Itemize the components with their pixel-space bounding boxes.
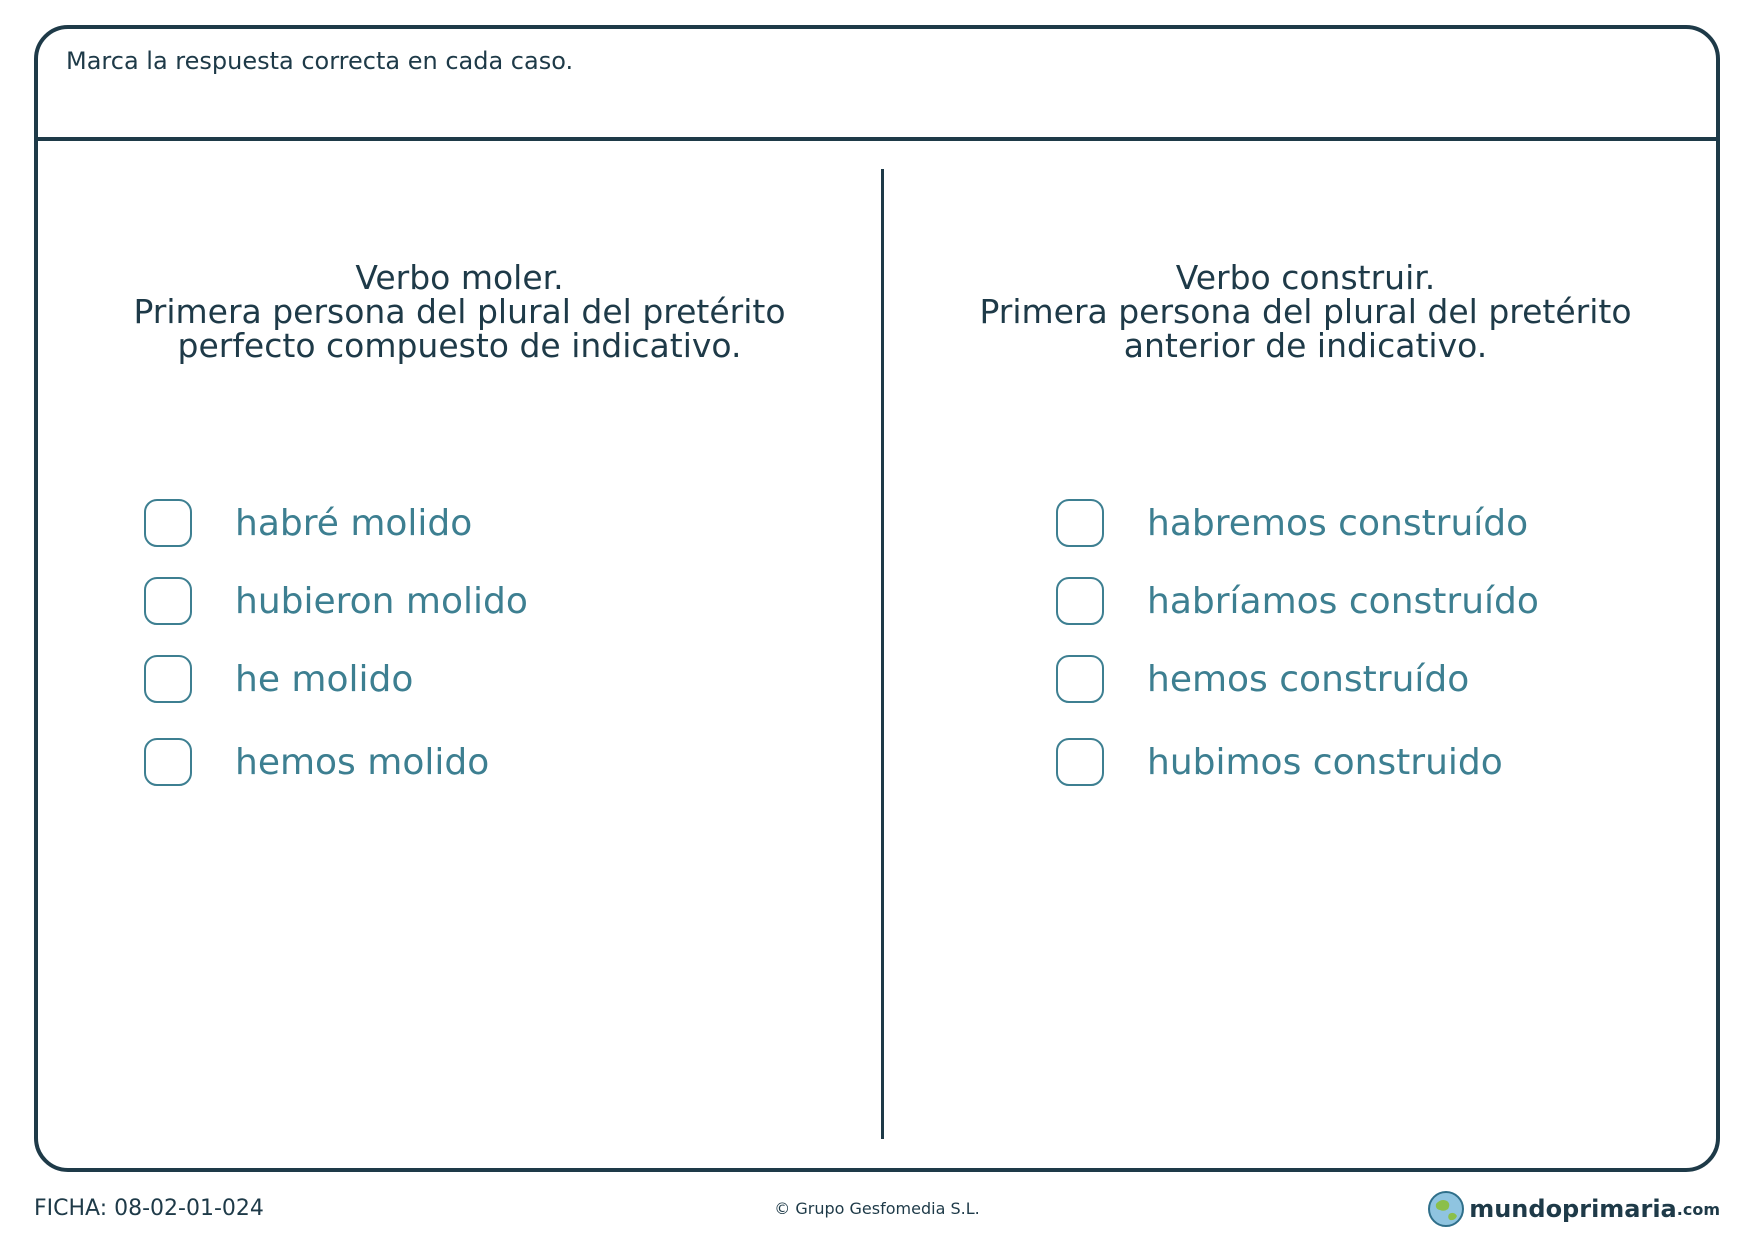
brand-suffix: .com	[1676, 1199, 1720, 1219]
option-item[interactable]	[144, 738, 489, 786]
checkbox[interactable]	[144, 499, 192, 547]
ficha-code: FICHA: 08-02-01-024	[34, 1196, 264, 1221]
option-item[interactable]	[144, 655, 413, 703]
checkbox[interactable]	[144, 655, 192, 703]
option-label: hubieron molido	[235, 580, 528, 622]
exercise-prompt	[884, 258, 1727, 365]
prompt-line: Verbo construir.	[1175, 258, 1436, 297]
prompt-line: Primera persona del plural del pretérito	[979, 292, 1632, 331]
option-label: habremos construído	[1147, 502, 1529, 544]
checkbox[interactable]	[1056, 738, 1104, 786]
prompt-line: anterior de indicativo.	[1123, 326, 1488, 365]
option-label: habré molido	[235, 502, 473, 544]
worksheet-frame	[34, 25, 1720, 1172]
exercise-right	[884, 29, 1727, 1168]
exercise-left	[38, 29, 881, 1168]
option-item[interactable]	[1056, 499, 1528, 547]
exercise-prompt	[38, 258, 881, 365]
checkbox[interactable]	[1056, 499, 1104, 547]
checkbox[interactable]	[1056, 577, 1104, 625]
brand-name: mundoprimaria	[1469, 1195, 1677, 1223]
option-label: hubimos construido	[1147, 741, 1503, 783]
brand-logo[interactable]	[1427, 1190, 1720, 1228]
checkbox[interactable]	[144, 738, 192, 786]
checkbox[interactable]	[1056, 655, 1104, 703]
option-item[interactable]	[1056, 738, 1503, 786]
globe-icon	[1427, 1190, 1465, 1228]
prompt-line: perfecto compuesto de indicativo.	[177, 326, 742, 365]
option-item[interactable]	[1056, 655, 1469, 703]
instruction-text: Marca la respuesta correcta en cada caso.	[66, 47, 574, 75]
prompt-line: Primera persona del plural del pretérito	[133, 292, 786, 331]
checkbox[interactable]	[144, 577, 192, 625]
option-item[interactable]	[144, 577, 528, 625]
option-item[interactable]	[144, 499, 472, 547]
option-label: hemos molido	[235, 741, 490, 783]
option-label: he molido	[235, 658, 414, 700]
option-label: habríamos construído	[1147, 580, 1539, 622]
copyright-text: © Grupo Gesfomedia S.L.	[774, 1199, 980, 1218]
option-item[interactable]	[1056, 577, 1539, 625]
option-label: hemos construído	[1147, 658, 1470, 700]
prompt-line: Verbo moler.	[355, 258, 564, 297]
